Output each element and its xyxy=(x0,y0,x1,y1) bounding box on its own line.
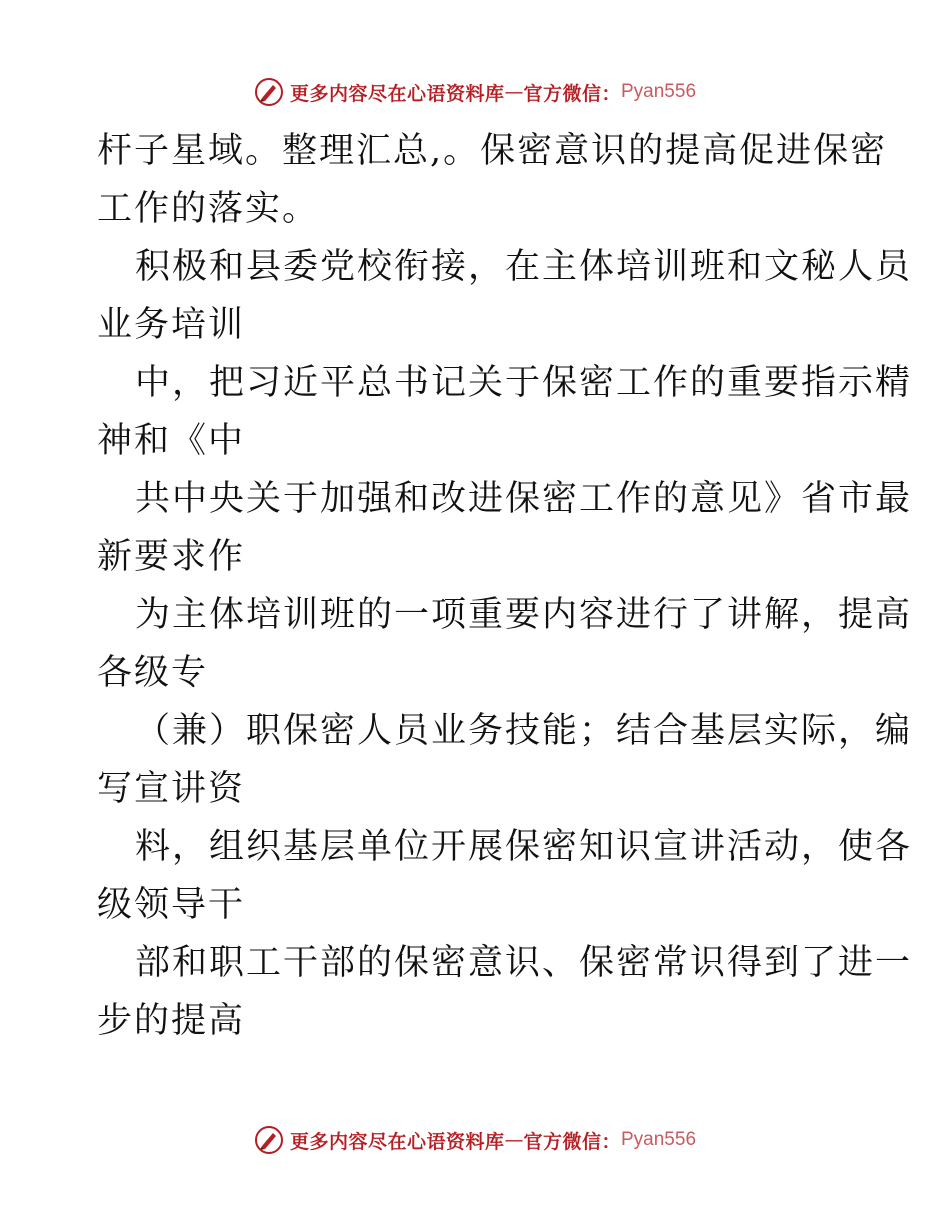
footer-watermark xyxy=(0,1122,950,1158)
text-line: 共中央关于加强和改进保密工作的意见》省市最 xyxy=(135,479,913,519)
text-line: （兼）职保密人员业务技能；结合基层实际，编 xyxy=(135,711,913,751)
body-text xyxy=(97,122,913,1050)
text-line: 料，组织基层单位开展保密知识宣讲活动，使各 xyxy=(135,827,913,867)
text-line: 中，把习近平总书记关于保密工作的重要指示精 xyxy=(135,363,913,403)
watermark-id: Pyan556 xyxy=(621,81,697,102)
text-line: 各级专 xyxy=(97,653,209,693)
text-line: 部和职工干部的保密意识、保密常识得到了进一 xyxy=(135,943,913,983)
text-line: 级领导干 xyxy=(97,885,246,925)
text-line: 写宣讲资 xyxy=(97,769,246,809)
text-line: 步的提高 xyxy=(97,1001,246,1041)
text-line: 神和《中 xyxy=(97,421,246,461)
text-line: 杆子星域。整理汇总,。保密意识的提高促进保密 xyxy=(97,131,888,171)
watermark-main-text: 更多内容尽在心语资料库 xyxy=(289,1130,505,1153)
watermark-suffix: 官方微信： xyxy=(523,82,621,105)
header-watermark xyxy=(0,74,950,110)
pen-logo-icon xyxy=(254,1125,284,1155)
text-line: 为主体培训班的一项重要内容进行了讲解，提高 xyxy=(135,595,913,635)
watermark-suffix: 官方微信： xyxy=(523,1130,621,1153)
text-line: 积极和县委党校衔接，在主体培训班和文秘人员 xyxy=(135,247,913,287)
text-line: 业务培训 xyxy=(97,305,246,345)
watermark-main-text: 更多内容尽在心语资料库 xyxy=(289,82,505,105)
text-line: 工作的落实。 xyxy=(97,189,320,229)
text-line: 新要求作 xyxy=(97,537,246,577)
watermark-id: Pyan556 xyxy=(621,1129,697,1150)
watermark-separator: — xyxy=(504,81,524,103)
watermark-separator: — xyxy=(504,1129,524,1151)
pen-logo-icon xyxy=(254,77,284,107)
